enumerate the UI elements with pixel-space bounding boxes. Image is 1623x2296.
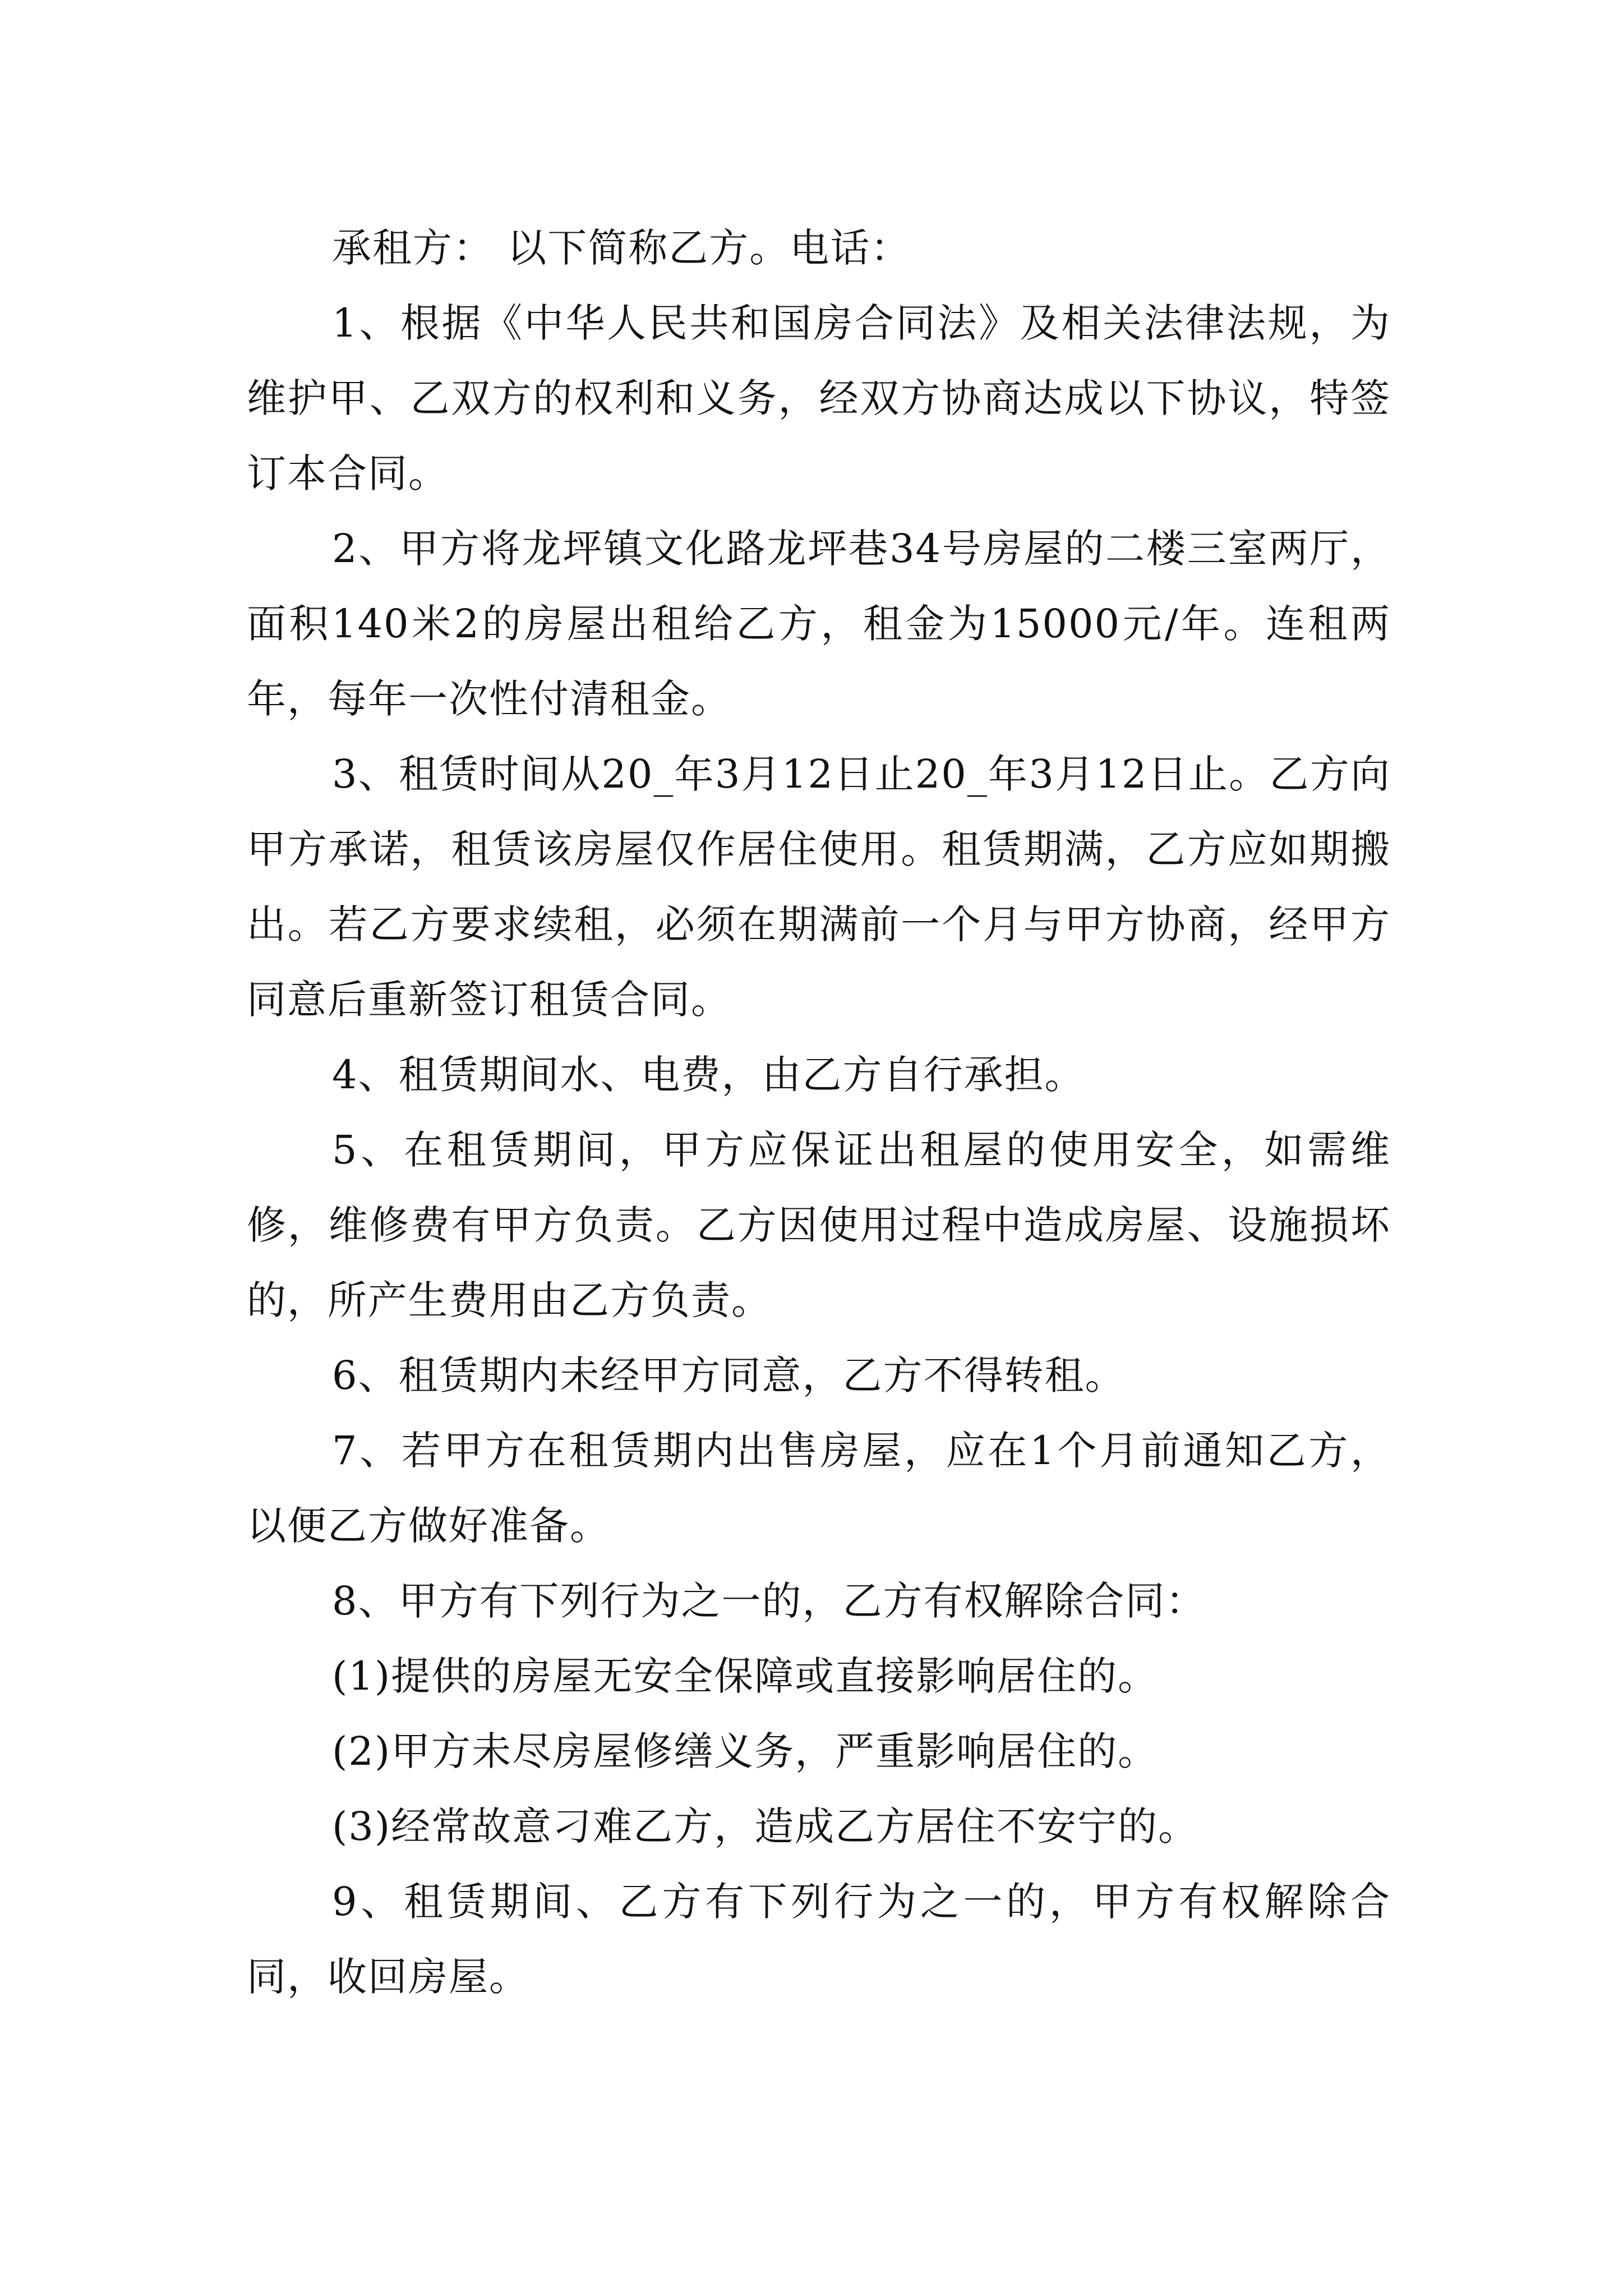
- clause-6: 6、租赁期内未经甲方同意，乙方不得转租。: [332, 1352, 1126, 1398]
- clause-8-item-1: (1)提供的房屋无安全保障或直接影响居住的。: [332, 1653, 1159, 1699]
- clause-7: 7、若甲方在租赁期内出售房屋，应在1个月前通知乙方，以便乙方做好准备。: [247, 1428, 1391, 1549]
- clause-4: 4、租赁期间水、电费，由乙方自行承担。: [332, 1052, 1085, 1098]
- clause-1: 1、根据《中华人民共和国房合同法》及相关法律法规，为维护甲、乙双方的权利和义务，经双方协商达成以下协议，特签订本合同。: [247, 300, 1391, 496]
- tenant-line: 承租方： 以下简称乙方。电话：: [332, 225, 911, 271]
- clause-8-item-2: (2)甲方未尽房屋修缮义务，严重影响居住的。: [332, 1728, 1159, 1774]
- clause-9: 9、租赁期间、乙方有下列行为之一的，甲方有权解除合同，收回房屋。: [247, 1879, 1391, 2000]
- clause-8: 8、甲方有下列行为之一的，乙方有权解除合同：: [332, 1578, 1206, 1624]
- clause-2: 2、甲方将龙坪镇文化路龙坪巷34号房屋的二楼三室两厅，面积140米2的房屋出租给乙方，租金为15000元/年。连租两年，每年一次性付清租金。: [247, 526, 1391, 722]
- contract-body: [247, 210, 1391, 2014]
- clause-3: 3、租赁时间从20_年3月12日止20_年3月12日止。乙方向甲方承诺，租赁该房屋仅作居住使用。租赁期满，乙方应如期搬出。若乙方要求续租，必须在期满前一个月与甲方协商，经甲方同意后重新签订租赁合同。: [247, 751, 1391, 1023]
- clause-8-item-3: (3)经常故意刁难乙方，造成乙方居住不安宁的。: [332, 1803, 1199, 1849]
- clause-5: 5、在租赁期间，甲方应保证出租屋的使用安全，如需维修，维修费有甲方负责。乙方因使用过程中造成房屋、设施损坏的，所产生费用由乙方负责。: [247, 1127, 1391, 1323]
